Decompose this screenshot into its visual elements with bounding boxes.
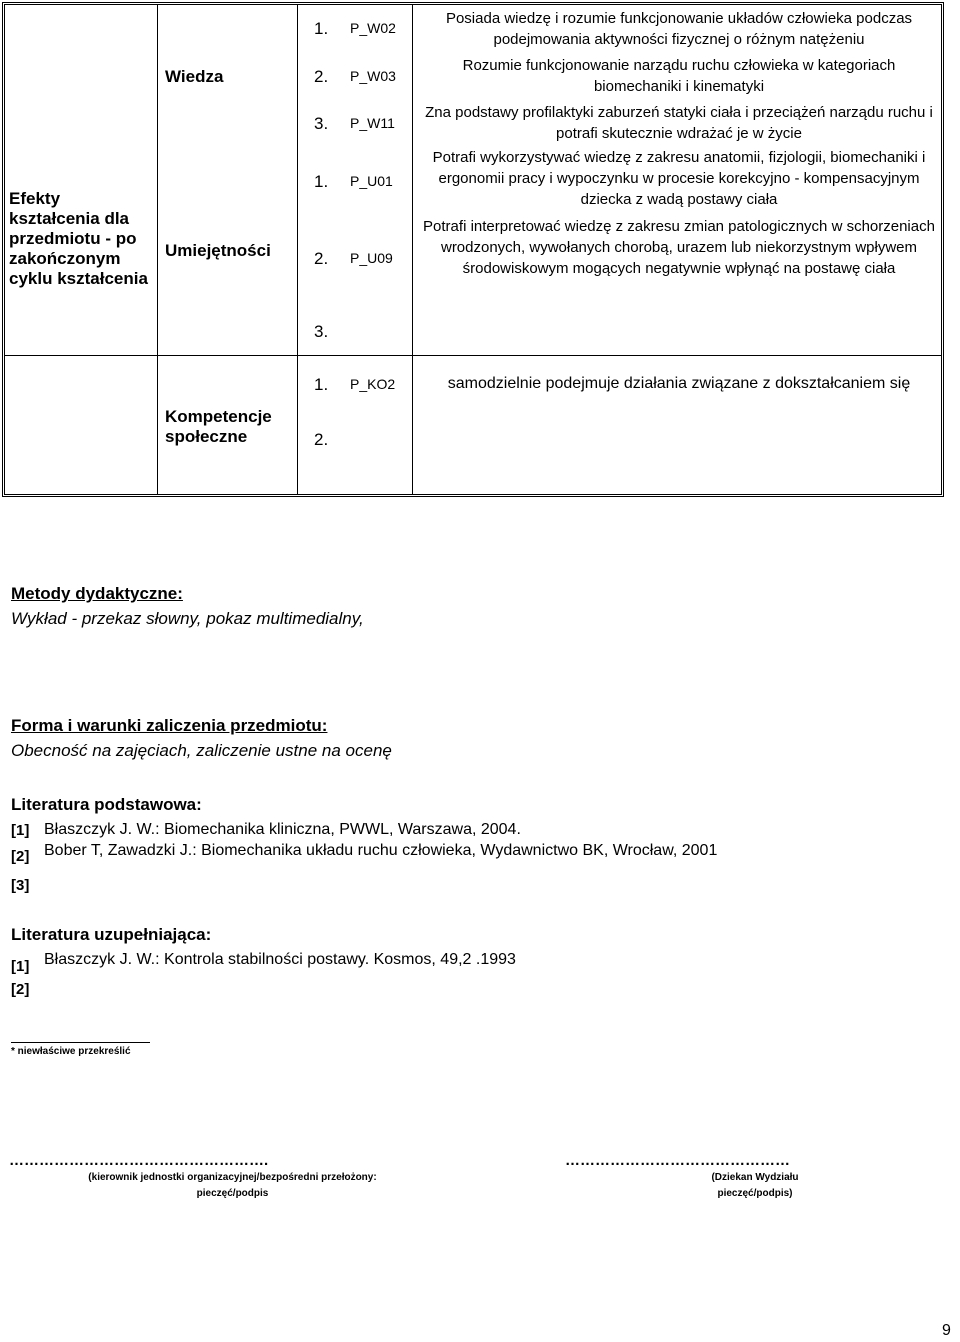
effect-code: P_U01: [350, 173, 393, 189]
kompetencje-label: Kompetencje społeczne: [165, 407, 272, 446]
row-number: 2.: [314, 430, 329, 449]
effect-description: Zna podstawy profilaktyki zaburzeń statyki ciała i przeciążeń narządu ruchu i potrafi skutecznie wdrażać je w życie: [425, 104, 933, 142]
table-divider: [157, 355, 942, 356]
ref-text: Błaszczyk J. W.: Kontrola stabilności postawy. Kosmos, 49,2 .1993: [44, 951, 516, 968]
page-number: 9: [942, 1322, 951, 1339]
signature-caption-right: (Dziekan Wydziału: [711, 1172, 799, 1183]
row-number: 1.: [314, 172, 329, 191]
effect-code: P_W11: [350, 115, 395, 131]
effect-code: P_KO2: [350, 376, 396, 392]
table-divider: [297, 5, 298, 494]
umiejetnosci-label: Umiejętności: [165, 241, 271, 260]
effect-description: Rozumie funkcjonowanie narządu ruchu człowieka w kategoriach biomechaniki i kinematyki: [462, 57, 896, 95]
table-divider: [157, 5, 158, 494]
row-number: 2.: [314, 249, 329, 268]
wiedza-label: Wiedza: [165, 67, 224, 86]
row-number: 1.: [314, 19, 329, 38]
footnote: * niewłaściwe przekreślić: [11, 1046, 131, 1057]
effect-code: P_U09: [350, 250, 393, 266]
ref-number: [1]: [11, 822, 30, 839]
row-number: 1.: [314, 375, 329, 394]
footnote-rule: [11, 1042, 150, 1043]
lit-podst-heading: Literatura podstawowa:: [11, 795, 202, 814]
table-divider: [5, 355, 157, 356]
effect-description: Potrafi interpretować wiedzę z zakresu zmian patologicznych w schorzeniach wrodzonych, wywołanych chorobą, urazem lub niekorzystnym wpływem środowiskowym mogących negatywnie wpłynąć na postawę ciała: [423, 218, 935, 277]
lit-uzup-heading: Literatura uzupełniająca:: [11, 925, 212, 944]
signature-line-right: ………………………………………: [565, 1152, 790, 1169]
metody-text: Wykład - przekaz słowny, pokaz multimedialny,: [11, 609, 364, 628]
forma-heading: Forma i warunki zaliczenia przedmiotu:: [11, 716, 328, 735]
ref-number: [2]: [11, 981, 30, 998]
effect-code: P_W03: [350, 68, 396, 84]
ref-text: Bober T, Zawadzki J.: Biomechanika układu ruchu człowieka, Wydawnictwo BK, Wrocław, 2001: [44, 842, 718, 859]
metody-heading: Metody dydaktyczne:: [11, 584, 183, 603]
row-number: 2.: [314, 67, 329, 86]
effect-code: P_W02: [350, 20, 396, 36]
signature-caption-left-2: pieczęć/podpis: [196, 1188, 269, 1199]
efekty-label: Efekty kształcenia dla przedmiotu - po zakończonym cyklu kształcenia: [9, 189, 148, 288]
ref-text: Błaszczyk J. W.: Biomechanika kliniczna, PWWL, Warszawa, 2004.: [44, 821, 521, 838]
effect-description: Potrafi wykorzystywać wiedzę z zakresu anatomii, fizjologii, biomechaniki i ergonomii pracy i wypoczynku w procesie korekcyjno - kompensacyjnym dziecka z wadą postawy ciała: [432, 149, 926, 208]
row-number: 3.: [314, 322, 329, 341]
row-number: 3.: [314, 114, 329, 133]
signature-caption-right-2: pieczęć/podpis): [717, 1188, 793, 1199]
ref-number: [2]: [11, 848, 30, 865]
ref-number: [3]: [11, 877, 30, 894]
effect-description: samodzielnie podejmuje działania związane z dokształcaniem się: [447, 375, 911, 392]
table-divider: [412, 5, 413, 494]
signature-line-left: …………………………………………….: [9, 1152, 269, 1169]
forma-text: Obecność na zajęciach, zaliczenie ustne na ocenę: [11, 741, 392, 760]
effect-description: Posiada wiedzę i rozumie funkcjonowanie układów człowieka podczas podejmowania aktywności fizycznej o różnym natężeniu: [445, 10, 913, 48]
ref-number: [1]: [11, 958, 30, 975]
signature-caption-left: (kierownik jednostki organizacyjnej/bezpośredni przełożony:: [88, 1172, 377, 1183]
